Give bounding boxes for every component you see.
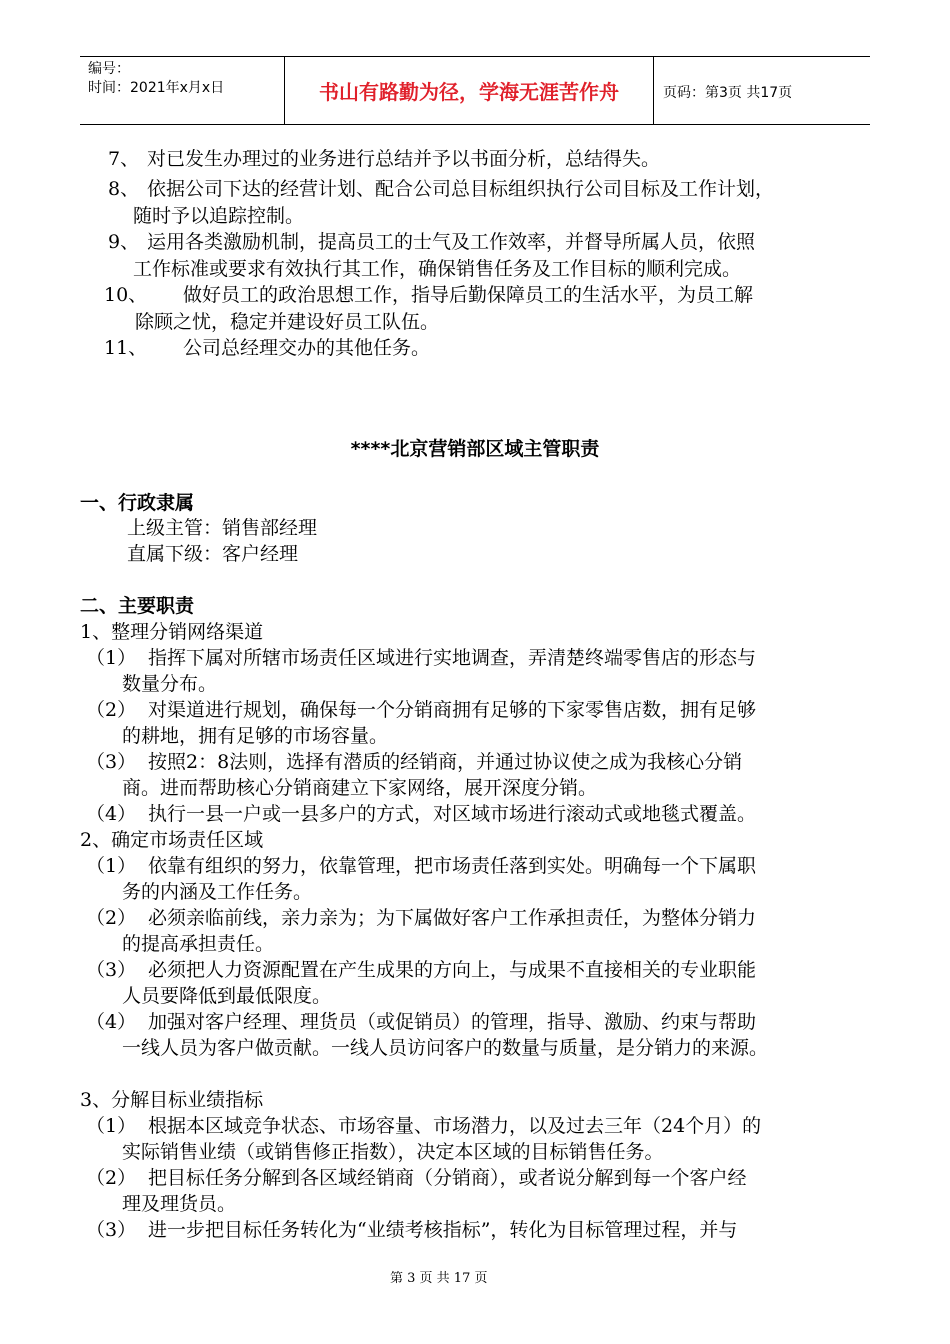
header-motto: 书山有路勤为径，学海无涯苦作舟 [319,80,619,104]
header-code-label: 编号： [88,61,130,77]
g1-item-2-line-1: 对渠道进行规划，确保每一个分销商拥有足够的下家零售店数，拥有足够 [148,699,757,721]
g2-item-2-line-2: 的提高承担责任。 [122,933,275,955]
g3-item-1-num: （1） [86,1115,137,1137]
prev-item-11-line-1: 公司总经理交办的其他任务。 [183,337,431,359]
g1-item-2-line-2: 的耕地，拥有足够的市场容量。 [122,725,389,747]
header-divider-right [653,56,654,125]
header-rule-top [80,56,870,57]
g3-item-2-num: （2） [86,1167,137,1189]
g3-item-3-num: （3） [86,1219,137,1241]
doc-title: ****北京营销部区域主管职责 [350,438,600,460]
g1-item-1-line-1: 指挥下属对所辖市场责任区域进行实地调查，弄清楚终端零售店的形态与 [148,647,757,669]
prev-item-7-num: 7、 [108,148,140,170]
g2-item-4-num: （4） [86,1011,137,1033]
prev-item-8-line-1: 依据公司下达的经营计划、配合公司总目标组织执行公司目标及工作计划， [147,178,775,200]
prev-item-9-line-1: 运用各类激励机制，提高员工的士气及工作效率，并督导所属人员，依照 [147,231,756,253]
g2-item-1-line-1: 依靠有组织的努力，依靠管理，把市场责任落到实处。明确每一个下属职 [148,855,757,877]
group-1-title: 1、整理分销网络渠道 [80,621,264,643]
g1-item-3-line-2: 商。进而帮助核心分销商建立下家网络，展开深度分销。 [122,777,598,799]
prev-item-8-line-2: 随时予以追踪控制。 [133,205,305,227]
g2-item-1-line-2: 务的内涵及工作任务。 [122,881,313,903]
g3-item-2-line-1: 把目标任务分解到各区域经销商（分销商），或者说分解到每一个客户经 [148,1167,747,1189]
prev-item-9-num: 9、 [108,231,140,253]
header-rule-bottom [80,124,870,125]
g3-item-3-line-1: 进一步把目标任务转化为“业绩考核指标”，转化为目标管理过程，并与 [148,1219,738,1241]
prev-item-9-line-2: 工作标准或要求有效执行其工作，确保销售任务及工作目标的顺利完成。 [133,258,742,280]
prev-item-8-num: 8、 [108,178,140,200]
section-1-subordinate: 直属下级：客户经理 [127,543,299,565]
g3-item-2-line-2: 理及理货员。 [122,1193,237,1215]
g2-item-1-num: （1） [86,855,137,877]
header-page-info: 页码：第3页 共17页 [663,85,793,101]
prev-item-11-num: 11、 [104,337,148,359]
section-1-supervisor: 上级主管：销售部经理 [127,517,318,539]
g2-item-2-num: （2） [86,907,137,929]
section-1-heading: 一、行政隶属 [80,492,195,514]
g2-item-3-num: （3） [86,959,137,981]
g2-item-3-line-2: 人员要降低到最低限度。 [122,985,332,1007]
prev-item-10-line-1: 做好员工的政治思想工作，指导后勤保障员工的生活水平，为员工解 [183,284,754,306]
prev-item-7-line-1: 对已发生办理过的业务进行总结并予以书面分析，总结得失。 [147,148,661,170]
g1-item-1-line-2: 数量分布。 [122,673,218,695]
prev-item-10-num: 10、 [104,284,148,306]
g3-item-1-line-2: 实际销售业绩（或销售修正指数），决定本区域的目标销售任务。 [122,1141,664,1163]
g2-item-3-line-1: 必须把人力资源配置在产生成果的方向上，与成果不直接相关的专业职能 [148,959,757,981]
g1-item-4-num: （4） [86,803,137,825]
g1-item-1-num: （1） [86,647,137,669]
group-2-title: 2、确定市场责任区域 [80,829,264,851]
g2-item-4-line-1: 加强对客户经理、理货员（或促销员）的管理，指导、激励、约束与帮助 [148,1011,757,1033]
g1-item-3-num: （3） [86,751,137,773]
g1-item-4-line-1: 执行一县一户或一县多户的方式，对区域市场进行滚动式或地毯式覆盖。 [148,803,757,825]
g2-item-4-line-2: 一线人员为客户做贡献。一线人员访问客户的数量与质量，是分销力的来源。 [122,1037,769,1059]
g3-item-1-line-1: 根据本区域竞争状态、市场容量、市场潜力，以及过去三年（24个月）的 [148,1115,762,1137]
prev-item-10-line-2: 除顾之忧，稳定并建设好员工队伍。 [135,311,440,333]
section-2-heading: 二、主要职责 [80,595,195,617]
g2-item-2-line-1: 必须亲临前线，亲力亲为；为下属做好客户工作承担责任，为整体分销力 [148,907,757,929]
page-footer: 第 3 页 共 17 页 [390,1271,488,1286]
g1-item-3-line-1: 按照2：8法则，选择有潜质的经销商，并通过协议使之成为我核心分销 [148,751,743,773]
group-3-title: 3、分解目标业绩指标 [80,1089,264,1111]
header-time-label: 时间：2021年x月x日 [88,80,225,96]
g1-item-2-num: （2） [86,699,137,721]
